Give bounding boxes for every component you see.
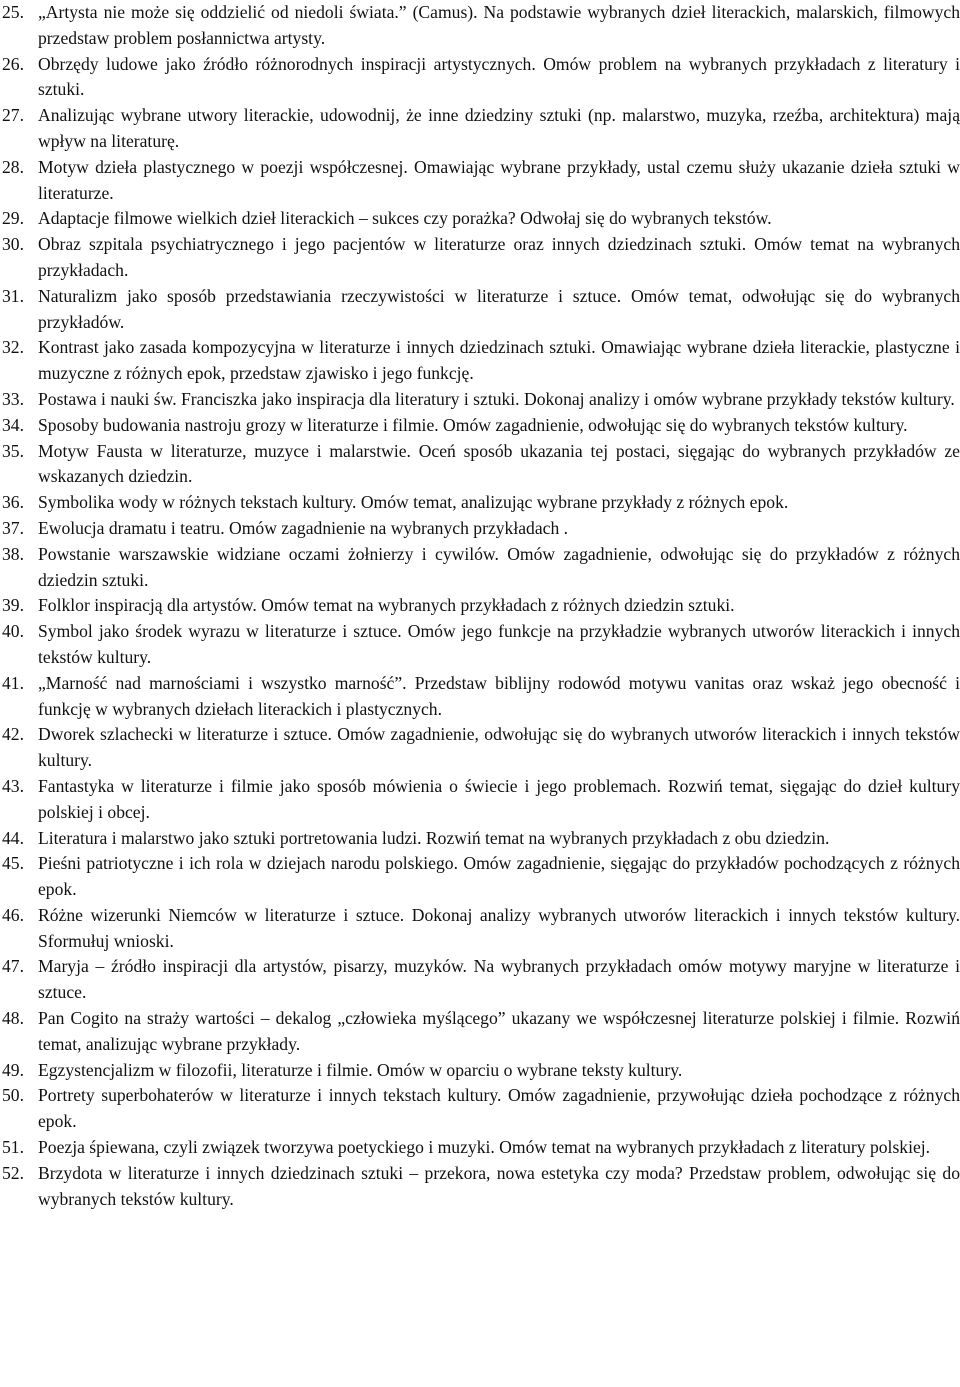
item-text: Symbolika wody w różnych tekstach kultury. Omów temat, analizując wybrane przykłady z różnych epok. [38, 492, 789, 513]
list-item [0, 954, 960, 1006]
item-number: 31. [2, 285, 24, 306]
item-number: 32. [2, 337, 24, 358]
list-item [0, 335, 960, 387]
item-text: Kontrast jako zasada kompozycyjna w literaturze i innych dziedzinach sztuki. Omawiając wybrane dzieła literackie, plastyczne i muzyczne z różnych epok, przedstaw zjawisko i jego funkcję. [38, 337, 960, 384]
item-number: 48. [2, 1008, 24, 1029]
item-number: 41. [2, 672, 24, 693]
item-number: 34. [2, 414, 24, 435]
item-text: Pan Cogito na straży wartości – dekalog „człowieka myślącego” ukazany we współczesnej literaturze polskiej i filmie. Rozwiń temat, analizując wybrane przykłady. [38, 1008, 960, 1054]
list-item [0, 516, 960, 542]
list-item [0, 490, 960, 516]
item-text: Motyw dzieła plastycznego w poezji współczesnej. Omawiając wybrane przykłady, ustal czemu służy ukazanie dzieła sztuki w literaturze. [38, 156, 960, 203]
list-item [0, 671, 960, 723]
item-text: Brzydota w literaturze i innych dziedzinach sztuki – przekora, nowa estetyka czy moda? Przedstaw problem, odwołując się do wybranych tekstów kultury. [38, 1162, 960, 1209]
item-number: 26. [2, 53, 24, 74]
item-number: 35. [2, 440, 24, 461]
item-text: Powstanie warszawskie widziane oczami żołnierzy i cywilów. Omów zagadnienie, odwołując się do przykładów z różnych dziedzin sztuki. [38, 543, 960, 590]
item-number: 40. [2, 621, 24, 642]
item-number: 47. [2, 956, 24, 977]
item-number: 45. [2, 853, 24, 874]
list-item [0, 387, 960, 413]
item-number: 42. [2, 724, 24, 745]
item-number: 36. [2, 492, 24, 513]
item-number: 27. [2, 105, 24, 126]
list-item [0, 593, 960, 619]
item-text: Dworek szlachecki w literaturze i sztuce. Omów zagadnienie, odwołując się do wybranych utworów literackich i innych tekstów kultury. [38, 724, 960, 771]
item-text: Poezja śpiewana, czyli związek tworzywa poetyckiego i muzyki. Omów temat na wybranych przykładach z literatury polskiej. [38, 1137, 931, 1158]
list-item [0, 1161, 960, 1213]
list-item [0, 1006, 960, 1058]
list-item [0, 103, 960, 155]
item-text: Portrety superbohaterów w literaturze i innych tekstach kultury. Omów zagadnienie, przywołując dzieła pochodzące z różnych epok. [38, 1085, 960, 1132]
list-item [0, 1058, 960, 1084]
item-text: Literatura i malarstwo jako sztuki portretowania ludzi. Rozwiń temat na wybranych przykładach z obu dziedzin. [38, 827, 830, 848]
list-item [0, 851, 960, 903]
list-item [0, 722, 960, 774]
item-text: Symbol jako środek wyrazu w literaturze i sztuce. Omów jego funkcje na przykładzie wybranych utworów literackich i innych tekstów kultury. [38, 621, 960, 667]
item-number: 43. [2, 775, 24, 796]
list-item [0, 1083, 960, 1135]
item-number: 30. [2, 234, 24, 255]
list-item [0, 774, 960, 826]
item-number: 44. [2, 827, 24, 848]
item-text: Pieśni patriotyczne i ich rola w dziejach narodu polskiego. Omów zagadnienie, sięgając do przykładów pochodzących z różnych epok. [38, 853, 960, 900]
item-text: Postawa i nauki św. Franciszka jako inspiracja dla literatury i sztuki. Dokonaj analizy i omów wybrane przykłady tekstów kultury. [38, 388, 955, 409]
list-item [0, 826, 960, 852]
list-item [0, 232, 960, 284]
item-number: 50. [2, 1085, 24, 1106]
item-text: Folklor inspiracją dla artystów. Omów temat na wybranych przykładach z różnych dziedzin sztuki. [38, 595, 735, 616]
item-text: Ewolucja dramatu i teatru. Omów zagadnienie na wybranych przykładach . [38, 517, 569, 538]
item-text: Naturalizm jako sposób przedstawiania rzeczywistości w literaturze i sztuce. Omów temat, odwołując się do wybranych przykładów. [38, 285, 960, 332]
item-number: 28. [2, 156, 24, 177]
item-text: Motyw Fausta w literaturze, muzyce i malarstwie. Oceń sposób ukazania tej postaci, sięgając do wybranych przykładów ze wskazanych dziedzin. [38, 440, 960, 487]
list-item [0, 413, 960, 439]
item-text: „Marność nad marnościami i wszystko marność”. Przedstaw biblijny rodowód motywu vanitas oraz wskaż jego obecność i funkcję w wybranych dziełach literackich i plastycznych. [38, 672, 960, 719]
list-item [0, 52, 960, 104]
list-item [0, 155, 960, 207]
item-text: Egzystencjalizm w filozofii, literaturze i filmie. Omów w oparciu o wybrane teksty kultury. [38, 1059, 683, 1080]
item-text: Analizując wybrane utwory literackie, udowodnij, że inne dziedziny sztuki (np. malarstwo, muzyka, rzeźba, architektura) mają wpływ na literaturę. [38, 105, 960, 151]
item-number: 46. [2, 904, 24, 925]
list-item [0, 542, 960, 594]
item-text: „Artysta nie może się oddzielić od niedoli świata.” (Camus). Na podstawie wybranych dzieł literackich, malarskich, filmowych przedstaw problem posłannictwa artysty. [38, 2, 960, 48]
item-number: 37. [2, 517, 24, 538]
item-text: Adaptacje filmowe wielkich dzieł literackich – sukces czy porażka? Odwołaj się do wybranych tekstów. [38, 208, 772, 229]
list-item [0, 1135, 960, 1161]
list-item [0, 0, 960, 52]
item-text: Maryja – źródło inspiracji dla artystów, pisarzy, muzyków. Na wybranych przykładach omów motywy maryjne w literaturze i sztuce. [38, 956, 960, 1003]
item-text: Obrzędy ludowe jako źródło różnorodnych inspiracji artystycznych. Omów problem na wybranych przykładach z literatury i sztuki. [38, 53, 960, 100]
list-item [0, 619, 960, 671]
item-number: 29. [2, 208, 24, 229]
list-item [0, 206, 960, 232]
item-number: 25. [2, 2, 24, 22]
item-number: 39. [2, 595, 24, 616]
list-item [0, 439, 960, 491]
list-item [0, 284, 960, 336]
list-item [0, 903, 960, 955]
item-number: 52. [2, 1162, 24, 1183]
item-number: 33. [2, 388, 24, 409]
item-text: Fantastyka w literaturze i filmie jako sposób mówienia o świecie i jego problemach. Rozwiń temat, sięgając do dzieł kultury polskiej i obcej. [38, 775, 960, 822]
item-number: 38. [2, 543, 24, 564]
item-text: Różne wizerunki Niemców w literaturze i sztuce. Dokonaj analizy wybranych utworów literackich i innych tekstów kultury. Sformułuj wnioski. [38, 904, 960, 951]
item-number: 49. [2, 1059, 24, 1080]
item-text: Obraz szpitala psychiatrycznego i jego pacjentów w literaturze oraz innych dziedzinach sztuki. Omów temat na wybranych przykładach. [38, 234, 960, 280]
item-number: 51. [2, 1137, 24, 1158]
item-text: Sposoby budowania nastroju grozy w literaturze i filmie. Omów zagadnienie, odwołując się do wybranych tekstów kultury. [38, 414, 908, 435]
